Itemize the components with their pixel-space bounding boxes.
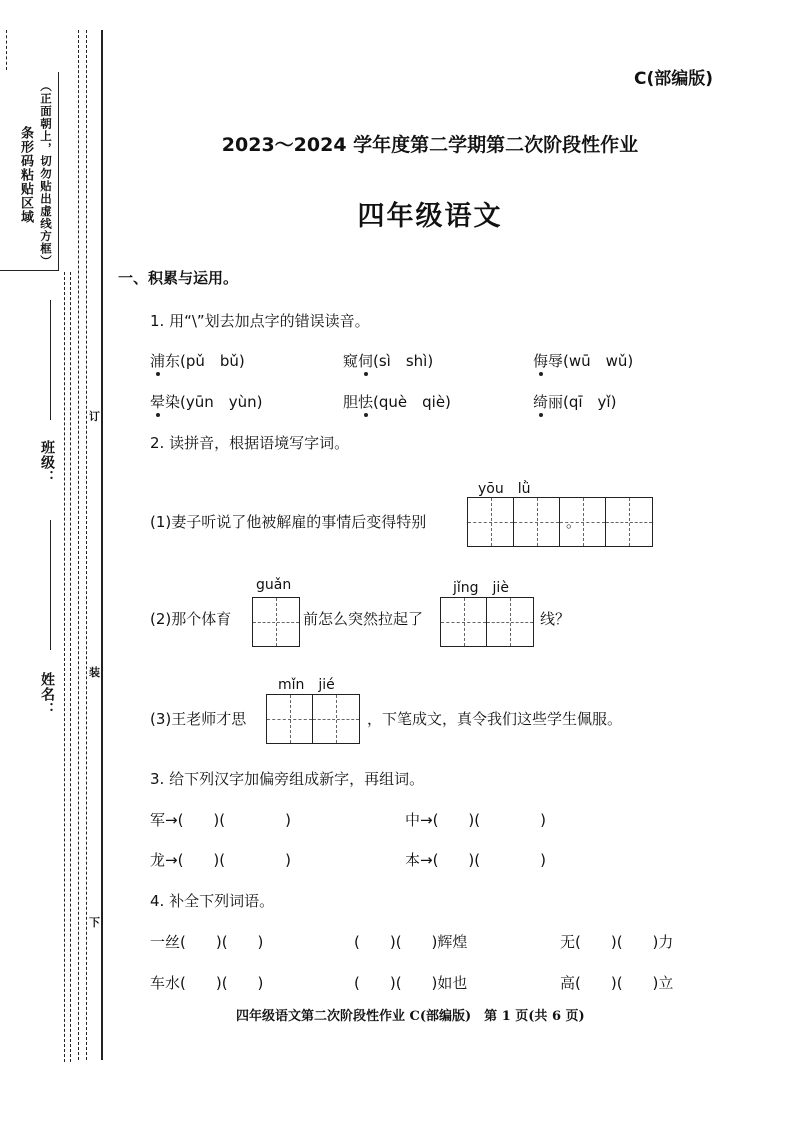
- edition-label: C(部编版): [634, 69, 714, 89]
- q1-word: 浦东: [150, 352, 181, 370]
- q1-options[interactable]: (què qiè): [373, 393, 451, 411]
- question-4-prompt: 4. 补全下列词语。: [150, 892, 275, 910]
- q4-item[interactable]: ( )( )如也: [354, 974, 468, 992]
- binding-dash: [70, 272, 71, 1062]
- q1-item: [150, 350, 245, 371]
- page-footer: 四年级语文第二次阶段性作业 C(部编版) 第 1 页(共 6 页): [236, 1009, 585, 1024]
- q2-sentence-1: (1)妻子听说了他被解雇的事情后变得特别: [150, 513, 427, 531]
- pinyin-label: jǐng jiè: [453, 580, 509, 596]
- name-underline: [50, 520, 51, 650]
- q3-item: [150, 809, 291, 830]
- emphasis-dot: [156, 413, 160, 417]
- writing-grid[interactable]: [266, 694, 360, 744]
- question-3-prompt: 3. 给下列汉字加偏旁组成新字，再组词。: [150, 770, 425, 788]
- q2-sentence-1-end: 。: [566, 513, 582, 531]
- writing-grid[interactable]: [252, 597, 300, 647]
- q3-char: 本→: [405, 851, 433, 869]
- q1-item: [343, 350, 433, 371]
- q3-item: [405, 849, 546, 870]
- q3-char: 军→: [150, 811, 178, 829]
- q1-word: 胆怯: [343, 393, 374, 411]
- pinyin-label: yōu lǜ: [478, 481, 531, 497]
- q1-options[interactable]: (sì shì): [373, 352, 434, 370]
- q4-item[interactable]: 高( )( )立: [560, 974, 674, 992]
- q1-item: [533, 391, 616, 412]
- cut-mark: 装: [89, 666, 100, 679]
- q1-options[interactable]: (qī yǐ): [563, 393, 617, 411]
- q2-sentence-2a: (2)那个体育: [150, 610, 232, 628]
- cut-mark: 订: [89, 410, 100, 423]
- pinyin-label: guǎn: [256, 577, 292, 593]
- q2-sentence-3-end: ，下笔成文，真令我们这些学生佩服。: [367, 710, 623, 728]
- q3-blank[interactable]: ( )( ): [432, 851, 546, 869]
- barcode-note: （正面朝上，切勿贴出虚线方框）: [39, 80, 53, 268]
- exam-title: 2023～2024 学年度第二学期第二次阶段性作业: [221, 134, 639, 156]
- q3-blank[interactable]: ( )( ): [177, 851, 291, 869]
- subject-title: 四年级语文: [357, 201, 503, 232]
- q1-item: [533, 350, 633, 371]
- q4-item[interactable]: 车水( )( ): [150, 974, 264, 992]
- q1-options[interactable]: (wū wǔ): [563, 352, 634, 370]
- q1-word: 窥伺: [343, 352, 374, 370]
- binding-dash: [86, 30, 87, 1060]
- question-2-prompt: 2. 读拼音，根据语境写字词。: [150, 434, 350, 452]
- q3-item: [405, 809, 546, 830]
- name-label: 姓名：: [39, 672, 55, 717]
- emphasis-dot: [156, 372, 160, 376]
- section-heading: 一、积累与运用。: [118, 269, 239, 287]
- emphasis-dot: [364, 372, 368, 376]
- writing-grid[interactable]: [440, 597, 534, 647]
- binding-dash: [6, 30, 7, 70]
- q2-sentence-3: (3)王老师才思: [150, 710, 247, 728]
- q3-item: [150, 849, 291, 870]
- q3-blank[interactable]: ( )( ): [177, 811, 291, 829]
- binding-dash: [64, 272, 65, 1062]
- q1-word: 晕染: [150, 393, 181, 411]
- q3-blank[interactable]: ( )( ): [432, 811, 546, 829]
- q2-sentence-2-end: 线？: [540, 610, 571, 628]
- barcode-label: 条形码粘贴区域: [18, 126, 33, 224]
- emphasis-dot: [539, 372, 543, 376]
- q4-item[interactable]: ( )( )辉煌: [354, 933, 468, 951]
- q1-word: 绮丽: [533, 393, 564, 411]
- class-label: 班级：: [39, 440, 55, 485]
- emphasis-dot: [539, 413, 543, 417]
- pinyin-label: mǐn jié: [278, 677, 335, 693]
- q1-word: 侮辱: [533, 352, 564, 370]
- binding-dash: [78, 30, 79, 1060]
- q3-char: 中→: [405, 811, 433, 829]
- q4-item[interactable]: 一丝( )( ): [150, 933, 264, 951]
- binding-solid-line: [101, 30, 103, 1060]
- q1-options[interactable]: (yūn yùn): [180, 393, 263, 411]
- q1-item: [150, 391, 263, 412]
- q3-char: 龙→: [150, 851, 178, 869]
- q4-item[interactable]: 无( )( )力: [560, 933, 674, 951]
- emphasis-dot: [364, 413, 368, 417]
- q2-sentence-2b: 前怎么突然拉起了: [303, 610, 424, 628]
- question-1-prompt: 1. 用“\”划去加点字的错误读音。: [150, 312, 370, 330]
- q1-item: [343, 391, 451, 412]
- writing-grid[interactable]: [467, 497, 653, 547]
- class-underline: [50, 300, 51, 420]
- q1-options[interactable]: (pǔ bǔ): [180, 352, 245, 370]
- cut-mark: 下: [89, 916, 100, 929]
